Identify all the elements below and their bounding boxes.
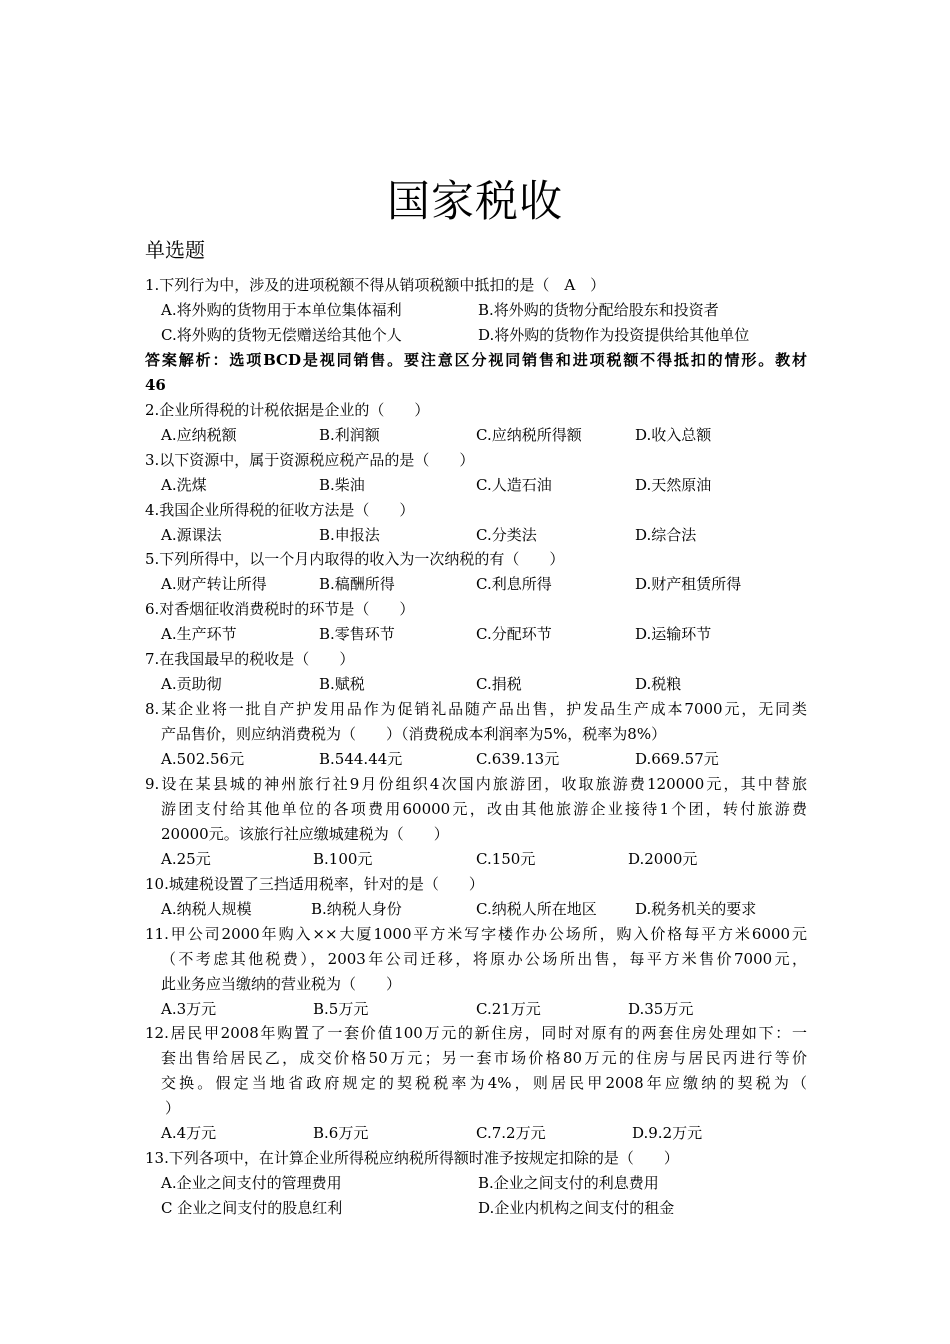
question-8-option-c: C.639.13元 xyxy=(476,750,560,768)
question-11-option-d: D.35万元 xyxy=(628,1000,694,1018)
question-7-stem: 7.在我国最早的税收是（ ） xyxy=(145,650,355,668)
question-7-option-b: B.赋税 xyxy=(319,675,365,693)
question-5-option-c: C.利息所得 xyxy=(476,575,552,593)
question-8-stem-line-1: 8.某企业将一批自产护发用品作为促销礼品随产品出售，护发品生产成本7000元，无同类 xyxy=(145,700,807,718)
question-11-stem-line-2: （不考虑其他税费），2003年公司迁移，将原办公场所出售，每平方米售价7000元， xyxy=(161,950,807,968)
question-1-stem: 1.下列行为中，涉及的进项税额不得从销项税额中抵扣的是（ A ） xyxy=(145,276,606,294)
question-13-option-d: D.企业内机构之间支付的租金 xyxy=(478,1199,675,1217)
document-title: 国家税收 xyxy=(387,177,563,227)
question-4-option-d: D.综合法 xyxy=(635,526,697,544)
question-5-option-a: A.财产转让所得 xyxy=(161,575,267,593)
question-6-option-d: D.运输环节 xyxy=(635,625,712,643)
question-9-option-c: C.150元 xyxy=(476,850,536,868)
question-12-stem-line-1: 12.居民甲2008年购置了一套价值100万元的新住房，同时对原有的两套住房处理如下：一 xyxy=(145,1024,807,1042)
question-13-option-a: A.企业之间支付的管理费用 xyxy=(161,1174,342,1192)
question-9-option-b: B.100元 xyxy=(313,850,373,868)
question-2-option-c: C.应纳税所得额 xyxy=(476,426,582,444)
question-3-option-c: C.人造石油 xyxy=(476,476,552,494)
question-12-stem-line-2: 套出售给居民乙，成交价格50万元；另一套市场价格80万元的住房与居民丙进行等价 xyxy=(161,1049,807,1067)
question-1-analysis: 答案解析：选项BCD是视同销售。要注意区分视同销售和进项税额不得抵扣的情形。教材 xyxy=(145,351,807,369)
question-7-option-c: C.捐税 xyxy=(476,675,522,693)
question-11-option-a: A.3万元 xyxy=(161,1000,217,1018)
question-3-option-d: D.天然原油 xyxy=(635,476,712,494)
question-10-option-c: C.纳税人所在地区 xyxy=(476,900,597,918)
question-1-analysis-page: 46 xyxy=(145,376,166,394)
question-1-option-a: A.将外购的货物用于本单位集体福利 xyxy=(161,301,402,319)
question-10-option-d: D.税务机关的要求 xyxy=(635,900,757,918)
question-8-option-b: B.544.44元 xyxy=(319,750,403,768)
question-8-option-d: D.669.57元 xyxy=(635,750,719,768)
question-12-option-a: A.4万元 xyxy=(161,1124,217,1142)
question-10-stem: 10.城建税设置了三挡适用税率，针对的是（ ） xyxy=(145,875,484,893)
question-9-stem-line-1: 9.设在某县城的神州旅行社9月份组织4次国内旅游团，收取旅游费120000元，其中替旅 xyxy=(145,775,807,793)
question-4-option-b: B.申报法 xyxy=(319,526,380,544)
question-11-option-b: B.5万元 xyxy=(313,1000,369,1018)
question-2-stem: 2.企业所得税的计税依据是企业的（ ） xyxy=(145,401,430,419)
question-1-option-c: C.将外购的货物无偿赠送给其他个人 xyxy=(161,326,402,344)
question-13-stem: 13.下列各项中，在计算企业所得税应纳税所得额时准予按规定扣除的是（ ） xyxy=(145,1149,679,1167)
question-12-stem-line-4: ） xyxy=(165,1099,181,1117)
question-6-option-a: A.生产环节 xyxy=(161,625,237,643)
question-8-stem-line-2: 产品售价，则应纳消费税为（ ）（消费税成本利润率为5%，税率为8%） xyxy=(161,725,667,743)
question-9-stem-line-2: 游团支付给其他单位的各项费用60000元，改由其他旅游企业接待1个团，转付旅游费 xyxy=(161,800,807,818)
question-4-option-c: C.分类法 xyxy=(476,526,537,544)
question-7-option-a: A.贡助彻 xyxy=(161,675,222,693)
question-11-stem-line-3: 此业务应当缴纳的营业税为（ ） xyxy=(161,975,402,993)
question-1-option-b: B.将外购的货物分配给股东和投资者 xyxy=(478,301,719,319)
question-2-option-d: D.收入总额 xyxy=(635,426,712,444)
question-11-option-c: C.21万元 xyxy=(476,1000,541,1018)
question-3-stem: 3.以下资源中，属于资源税应税产品的是（ ） xyxy=(145,451,475,469)
question-4-option-a: A.源课法 xyxy=(161,526,222,544)
question-6-option-c: C.分配环节 xyxy=(476,625,552,643)
question-10-option-b: B.纳税人身份 xyxy=(311,900,402,918)
question-2-option-a: A.应纳税额 xyxy=(161,426,237,444)
question-7-option-d: D.税粮 xyxy=(635,675,682,693)
section-heading: 单选题 xyxy=(145,238,205,262)
question-5-option-b: B.稿酬所得 xyxy=(319,575,395,593)
question-12-option-c: C.7.2万元 xyxy=(476,1124,546,1142)
question-12-option-b: B.6万元 xyxy=(313,1124,369,1142)
question-6-stem: 6.对香烟征收消费税时的环节是（ ） xyxy=(145,600,415,618)
question-4-stem: 4.我国企业所得税的征收方法是（ ） xyxy=(145,501,415,519)
question-9-option-d: D.2000元 xyxy=(628,850,698,868)
question-12-stem-line-3: 交换。假定当地省政府规定的契税税率为4%，则居民甲2008年应缴纳的契税为（ xyxy=(161,1074,807,1092)
question-12-option-d: D.9.2万元 xyxy=(632,1124,703,1142)
question-3-option-b: B.柴油 xyxy=(319,476,365,494)
question-6-option-b: B.零售环节 xyxy=(319,625,395,643)
question-3-option-a: A.洗煤 xyxy=(161,476,207,494)
question-13-option-b: B.企业之间支付的利息费用 xyxy=(478,1174,659,1192)
question-13-option-c: C 企业之间支付的股息红利 xyxy=(161,1199,343,1217)
question-5-option-d: D.财产租赁所得 xyxy=(635,575,742,593)
question-11-stem-line-1: 11.甲公司2000年购入××大厦1000平方米写字楼作办公场所，购入价格每平方米6000元 xyxy=(145,925,807,943)
question-2-option-b: B.利润额 xyxy=(319,426,380,444)
question-1-option-d: D.将外购的货物作为投资提供给其他单位 xyxy=(478,326,750,344)
question-10-option-a: A.纳税人规模 xyxy=(161,900,252,918)
question-9-stem-line-3: 20000元。该旅行社应缴城建税为（ ） xyxy=(161,825,449,843)
question-9-option-a: A.25元 xyxy=(161,850,211,868)
question-5-stem: 5.下列所得中，以一个月内取得的收入为一次纳税的有（ ） xyxy=(145,550,565,568)
question-8-option-a: A.502.56元 xyxy=(161,750,245,768)
